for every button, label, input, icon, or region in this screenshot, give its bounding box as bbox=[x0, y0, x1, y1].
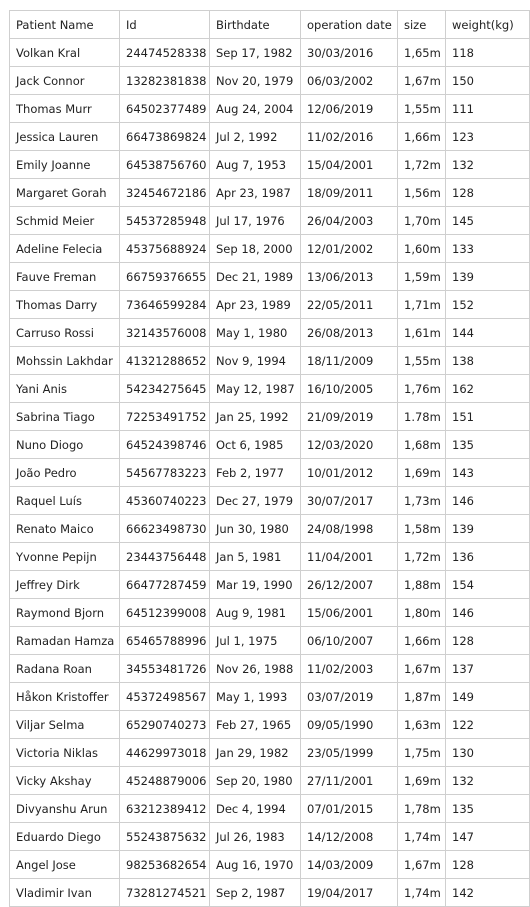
cell-id: 13282381838 bbox=[120, 67, 210, 95]
cell-birthdate: May 1, 1980 bbox=[210, 319, 301, 347]
cell-birthdate: Aug 9, 1981 bbox=[210, 599, 301, 627]
cell-size: 1,67m bbox=[398, 851, 446, 879]
cell-birthdate: Apr 23, 1989 bbox=[210, 291, 301, 319]
cell-id: 64502377489 bbox=[120, 95, 210, 123]
cell-size: 1,71m bbox=[398, 291, 446, 319]
cell-id: 45360740223 bbox=[120, 487, 210, 515]
cell-patient-name: Adeline Felecia bbox=[10, 235, 120, 263]
cell-size: 1,66m bbox=[398, 123, 446, 151]
cell-weight: 122 bbox=[446, 711, 530, 739]
table-row bbox=[10, 403, 530, 431]
cell-patient-name: Mohssin Lakhdar bbox=[10, 347, 120, 375]
cell-weight: 151 bbox=[446, 403, 530, 431]
cell-patient-name: Vladimir Ivan bbox=[10, 879, 120, 907]
cell-operation-date: 11/02/2003 bbox=[301, 655, 398, 683]
cell-birthdate: Nov 9, 1994 bbox=[210, 347, 301, 375]
cell-birthdate: Oct 6, 1985 bbox=[210, 431, 301, 459]
cell-birthdate: Feb 2, 1977 bbox=[210, 459, 301, 487]
cell-size: 1,66m bbox=[398, 627, 446, 655]
cell-patient-name: Viljar Selma bbox=[10, 711, 120, 739]
cell-birthdate: Nov 26, 1988 bbox=[210, 655, 301, 683]
cell-birthdate: Feb 27, 1965 bbox=[210, 711, 301, 739]
cell-patient-name: Raymond Bjorn bbox=[10, 599, 120, 627]
cell-operation-date: 26/12/2007 bbox=[301, 571, 398, 599]
cell-operation-date: 24/08/1998 bbox=[301, 515, 398, 543]
cell-operation-date: 16/10/2005 bbox=[301, 375, 398, 403]
cell-weight: 130 bbox=[446, 739, 530, 767]
cell-operation-date: 18/11/2009 bbox=[301, 347, 398, 375]
cell-weight: 128 bbox=[446, 179, 530, 207]
cell-weight: 132 bbox=[446, 767, 530, 795]
table-row bbox=[10, 627, 530, 655]
cell-weight: 162 bbox=[446, 375, 530, 403]
cell-patient-name: Thomas Darry bbox=[10, 291, 120, 319]
cell-patient-name: Schmid Meier bbox=[10, 207, 120, 235]
cell-weight: 147 bbox=[446, 823, 530, 851]
table-row bbox=[10, 515, 530, 543]
cell-birthdate: Aug 24, 2004 bbox=[210, 95, 301, 123]
cell-weight: 142 bbox=[446, 879, 530, 907]
cell-birthdate: Jul 17, 1976 bbox=[210, 207, 301, 235]
cell-weight: 143 bbox=[446, 459, 530, 487]
cell-size: 1,60m bbox=[398, 235, 446, 263]
cell-patient-name: Thomas Murr bbox=[10, 95, 120, 123]
cell-operation-date: 26/08/2013 bbox=[301, 319, 398, 347]
cell-birthdate: Jan 25, 1992 bbox=[210, 403, 301, 431]
cell-size: 1,88m bbox=[398, 571, 446, 599]
cell-weight: 152 bbox=[446, 291, 530, 319]
cell-birthdate: Jun 30, 1980 bbox=[210, 515, 301, 543]
cell-id: 45248879006 bbox=[120, 767, 210, 795]
cell-size: 1,55m bbox=[398, 347, 446, 375]
cell-weight: 149 bbox=[446, 683, 530, 711]
cell-operation-date: 30/03/2016 bbox=[301, 39, 398, 67]
cell-weight: 139 bbox=[446, 263, 530, 291]
cell-operation-date: 15/04/2001 bbox=[301, 151, 398, 179]
cell-id: 45375688924 bbox=[120, 235, 210, 263]
cell-patient-name: Divyanshu Arun bbox=[10, 795, 120, 823]
cell-patient-name: Volkan Kral bbox=[10, 39, 120, 67]
cell-size: 1,76m bbox=[398, 375, 446, 403]
table-row bbox=[10, 347, 530, 375]
cell-id: 54567783223 bbox=[120, 459, 210, 487]
cell-operation-date: 19/04/2017 bbox=[301, 879, 398, 907]
cell-weight: 118 bbox=[446, 39, 530, 67]
patient-table-container bbox=[9, 10, 514, 900]
table-row bbox=[10, 151, 530, 179]
cell-birthdate: Sep 2, 1987 bbox=[210, 879, 301, 907]
cell-id: 24474528338 bbox=[120, 39, 210, 67]
cell-operation-date: 09/05/1990 bbox=[301, 711, 398, 739]
cell-id: 55243875632 bbox=[120, 823, 210, 851]
header-operation-date: operation date bbox=[301, 11, 398, 39]
cell-birthdate: Sep 18, 2000 bbox=[210, 235, 301, 263]
cell-operation-date: 06/10/2007 bbox=[301, 627, 398, 655]
table-row bbox=[10, 487, 530, 515]
cell-weight: 144 bbox=[446, 319, 530, 347]
cell-operation-date: 27/11/2001 bbox=[301, 767, 398, 795]
table-header bbox=[10, 11, 530, 39]
table-row bbox=[10, 67, 530, 95]
header-row bbox=[10, 11, 530, 39]
cell-size: 1,63m bbox=[398, 711, 446, 739]
cell-size: 1,72m bbox=[398, 543, 446, 571]
cell-weight: 123 bbox=[446, 123, 530, 151]
cell-operation-date: 15/06/2001 bbox=[301, 599, 398, 627]
patient-table bbox=[9, 10, 530, 907]
cell-weight: 146 bbox=[446, 487, 530, 515]
table-row bbox=[10, 375, 530, 403]
table-row bbox=[10, 179, 530, 207]
cell-operation-date: 22/05/2011 bbox=[301, 291, 398, 319]
table-row bbox=[10, 711, 530, 739]
cell-patient-name: Jeffrey Dirk bbox=[10, 571, 120, 599]
cell-operation-date: 12/03/2020 bbox=[301, 431, 398, 459]
cell-birthdate: Apr 23, 1987 bbox=[210, 179, 301, 207]
cell-patient-name: Sabrina Tiago bbox=[10, 403, 120, 431]
table-row bbox=[10, 207, 530, 235]
table-row bbox=[10, 767, 530, 795]
cell-birthdate: Dec 27, 1979 bbox=[210, 487, 301, 515]
cell-size: 1,72m bbox=[398, 151, 446, 179]
cell-patient-name: João Pedro bbox=[10, 459, 120, 487]
cell-patient-name: Angel Jose bbox=[10, 851, 120, 879]
cell-weight: 146 bbox=[446, 599, 530, 627]
cell-id: 66477287459 bbox=[120, 571, 210, 599]
table-row bbox=[10, 655, 530, 683]
cell-operation-date: 07/01/2015 bbox=[301, 795, 398, 823]
cell-weight: 145 bbox=[446, 207, 530, 235]
cell-birthdate: Mar 19, 1990 bbox=[210, 571, 301, 599]
header-weight: weight(kg) bbox=[446, 11, 530, 39]
cell-birthdate: Aug 16, 1970 bbox=[210, 851, 301, 879]
cell-id: 41321288652 bbox=[120, 347, 210, 375]
cell-patient-name: Vicky Akshay bbox=[10, 767, 120, 795]
cell-id: 63212389412 bbox=[120, 795, 210, 823]
cell-patient-name: Jack Connor bbox=[10, 67, 120, 95]
cell-size: 1,74m bbox=[398, 823, 446, 851]
cell-id: 32454672186 bbox=[120, 179, 210, 207]
cell-operation-date: 26/04/2003 bbox=[301, 207, 398, 235]
cell-birthdate: May 1, 1993 bbox=[210, 683, 301, 711]
cell-operation-date: 14/12/2008 bbox=[301, 823, 398, 851]
cell-id: 66759376655 bbox=[120, 263, 210, 291]
table-row bbox=[10, 571, 530, 599]
cell-size: 1.78m bbox=[398, 403, 446, 431]
cell-size: 1,67m bbox=[398, 655, 446, 683]
table-row bbox=[10, 319, 530, 347]
cell-weight: 138 bbox=[446, 347, 530, 375]
cell-size: 1,87m bbox=[398, 683, 446, 711]
cell-patient-name: Radana Roan bbox=[10, 655, 120, 683]
cell-weight: 132 bbox=[446, 151, 530, 179]
header-size: size bbox=[398, 11, 446, 39]
cell-weight: 137 bbox=[446, 655, 530, 683]
cell-size: 1,65m bbox=[398, 39, 446, 67]
cell-id: 23443756448 bbox=[120, 543, 210, 571]
cell-patient-name: Nuno Diogo bbox=[10, 431, 120, 459]
cell-id: 32143576008 bbox=[120, 319, 210, 347]
cell-operation-date: 13/06/2013 bbox=[301, 263, 398, 291]
cell-weight: 133 bbox=[446, 235, 530, 263]
table-row bbox=[10, 431, 530, 459]
header-patient-name: Patient Name bbox=[10, 11, 120, 39]
cell-patient-name: Ramadan Hamza bbox=[10, 627, 120, 655]
table-row bbox=[10, 795, 530, 823]
cell-size: 1,58m bbox=[398, 515, 446, 543]
cell-birthdate: Dec 21, 1989 bbox=[210, 263, 301, 291]
cell-patient-name: Renato Maico bbox=[10, 515, 120, 543]
table-row bbox=[10, 599, 530, 627]
table-row bbox=[10, 39, 530, 67]
cell-patient-name: Fauve Freman bbox=[10, 263, 120, 291]
cell-size: 1,75m bbox=[398, 739, 446, 767]
cell-size: 1,80m bbox=[398, 599, 446, 627]
table-row bbox=[10, 291, 530, 319]
cell-size: 1,55m bbox=[398, 95, 446, 123]
cell-weight: 139 bbox=[446, 515, 530, 543]
cell-operation-date: 12/01/2002 bbox=[301, 235, 398, 263]
cell-patient-name: Victoria Niklas bbox=[10, 739, 120, 767]
cell-size: 1,69m bbox=[398, 459, 446, 487]
cell-id: 34553481726 bbox=[120, 655, 210, 683]
cell-patient-name: Carruso Rossi bbox=[10, 319, 120, 347]
cell-size: 1,70m bbox=[398, 207, 446, 235]
cell-id: 44629973018 bbox=[120, 739, 210, 767]
cell-weight: 111 bbox=[446, 95, 530, 123]
cell-size: 1,59m bbox=[398, 263, 446, 291]
cell-id: 45372498567 bbox=[120, 683, 210, 711]
cell-weight: 135 bbox=[446, 431, 530, 459]
cell-operation-date: 03/07/2019 bbox=[301, 683, 398, 711]
cell-operation-date: 21/09/2019 bbox=[301, 403, 398, 431]
cell-birthdate: Aug 7, 1953 bbox=[210, 151, 301, 179]
cell-id: 64524398746 bbox=[120, 431, 210, 459]
header-birthdate: Birthdate bbox=[210, 11, 301, 39]
cell-birthdate: Jan 29, 1982 bbox=[210, 739, 301, 767]
cell-id: 54537285948 bbox=[120, 207, 210, 235]
cell-size: 1,78m bbox=[398, 795, 446, 823]
table-row bbox=[10, 543, 530, 571]
table-row bbox=[10, 879, 530, 907]
cell-id: 54234275645 bbox=[120, 375, 210, 403]
cell-size: 1,69m bbox=[398, 767, 446, 795]
cell-patient-name: Håkon Kristoffer bbox=[10, 683, 120, 711]
cell-patient-name: Yani Anis bbox=[10, 375, 120, 403]
cell-id: 64512399008 bbox=[120, 599, 210, 627]
table-row bbox=[10, 235, 530, 263]
cell-size: 1,67m bbox=[398, 67, 446, 95]
cell-birthdate: Jul 1, 1975 bbox=[210, 627, 301, 655]
cell-weight: 135 bbox=[446, 795, 530, 823]
cell-operation-date: 18/09/2011 bbox=[301, 179, 398, 207]
table-row bbox=[10, 263, 530, 291]
cell-patient-name: Raquel Luís bbox=[10, 487, 120, 515]
cell-operation-date: 11/04/2001 bbox=[301, 543, 398, 571]
cell-operation-date: 06/03/2002 bbox=[301, 67, 398, 95]
table-body bbox=[10, 39, 530, 907]
cell-operation-date: 30/07/2017 bbox=[301, 487, 398, 515]
cell-birthdate: Jul 2, 1992 bbox=[210, 123, 301, 151]
cell-id: 66473869824 bbox=[120, 123, 210, 151]
header-id: Id bbox=[120, 11, 210, 39]
table-row bbox=[10, 739, 530, 767]
cell-size: 1,56m bbox=[398, 179, 446, 207]
cell-birthdate: Jul 26, 1983 bbox=[210, 823, 301, 851]
cell-birthdate: Jan 5, 1981 bbox=[210, 543, 301, 571]
cell-birthdate: Sep 17, 1982 bbox=[210, 39, 301, 67]
cell-weight: 136 bbox=[446, 543, 530, 571]
cell-operation-date: 23/05/1999 bbox=[301, 739, 398, 767]
cell-operation-date: 11/02/2016 bbox=[301, 123, 398, 151]
table-row bbox=[10, 851, 530, 879]
table-row bbox=[10, 123, 530, 151]
cell-patient-name: Eduardo Diego bbox=[10, 823, 120, 851]
cell-patient-name: Yvonne Pepijn bbox=[10, 543, 120, 571]
cell-size: 1,68m bbox=[398, 431, 446, 459]
cell-weight: 154 bbox=[446, 571, 530, 599]
cell-operation-date: 14/03/2009 bbox=[301, 851, 398, 879]
table-row bbox=[10, 683, 530, 711]
cell-weight: 150 bbox=[446, 67, 530, 95]
cell-id: 65465788996 bbox=[120, 627, 210, 655]
cell-id: 73281274521 bbox=[120, 879, 210, 907]
cell-size: 1,61m bbox=[398, 319, 446, 347]
cell-id: 73646599284 bbox=[120, 291, 210, 319]
cell-birthdate: Nov 20, 1979 bbox=[210, 67, 301, 95]
cell-operation-date: 12/06/2019 bbox=[301, 95, 398, 123]
table-row bbox=[10, 95, 530, 123]
cell-patient-name: Jessica Lauren bbox=[10, 123, 120, 151]
cell-birthdate: Sep 20, 1980 bbox=[210, 767, 301, 795]
cell-birthdate: Dec 4, 1994 bbox=[210, 795, 301, 823]
cell-weight: 128 bbox=[446, 627, 530, 655]
cell-operation-date: 10/01/2012 bbox=[301, 459, 398, 487]
cell-weight: 128 bbox=[446, 851, 530, 879]
cell-size: 1,74m bbox=[398, 879, 446, 907]
cell-id: 65290740273 bbox=[120, 711, 210, 739]
cell-id: 72253491752 bbox=[120, 403, 210, 431]
cell-size: 1,73m bbox=[398, 487, 446, 515]
cell-birthdate: May 12, 1987 bbox=[210, 375, 301, 403]
table-row bbox=[10, 459, 530, 487]
cell-id: 64538756760 bbox=[120, 151, 210, 179]
cell-patient-name: Emily Joanne bbox=[10, 151, 120, 179]
table-row bbox=[10, 823, 530, 851]
cell-id: 66623498730 bbox=[120, 515, 210, 543]
cell-patient-name: Margaret Gorah bbox=[10, 179, 120, 207]
cell-id: 98253682654 bbox=[120, 851, 210, 879]
